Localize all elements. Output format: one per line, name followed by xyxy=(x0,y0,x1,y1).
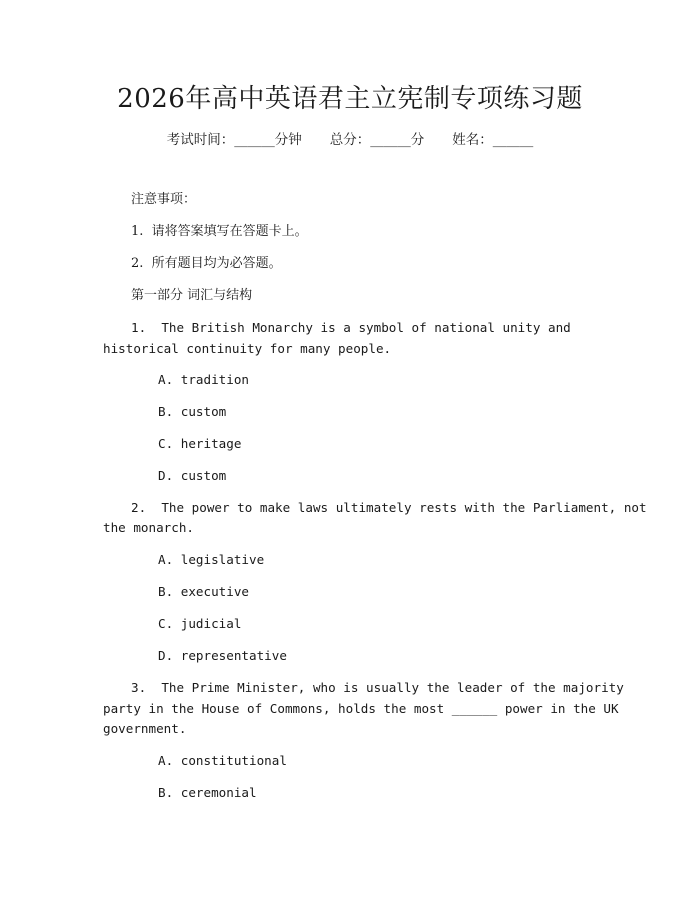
answer-option: C. heritage xyxy=(158,436,242,451)
note-item: 2. 所有题目均为必答题。 xyxy=(131,256,282,271)
answer-option: D. representative xyxy=(158,648,287,663)
answer-option: A. constitutional xyxy=(158,753,287,768)
answer-option: D. custom xyxy=(158,468,227,483)
answer-option: B. ceremonial xyxy=(158,785,257,800)
question-stem-continuation: the monarch. xyxy=(103,520,194,535)
section-title: 第一部分 词汇与结构 xyxy=(131,288,253,303)
answer-option: C. judicial xyxy=(158,616,242,631)
answer-option: B. custom xyxy=(158,404,227,419)
notes-heading: 注意事项： xyxy=(131,192,197,207)
question-stem: 2. The power to make laws ultimately rests with the Parliament, not xyxy=(131,500,647,515)
question-stem: 1. The British Monarchy is a symbol of national unity and xyxy=(131,320,571,335)
question-stem-continuation: historical continuity for many people. xyxy=(103,341,392,356)
question-stem-continuation: government. xyxy=(103,721,187,736)
note-item: 1. 请将答案填写在答题卡上。 xyxy=(131,224,308,239)
answer-option: A. tradition xyxy=(158,372,249,387)
question-stem-continuation: party in the House of Commons, holds the most ______ power in the UK xyxy=(103,701,619,716)
exam-time-field: 考试时间：______分钟 xyxy=(166,132,302,148)
total-score-field: 总分：______分 xyxy=(329,132,425,148)
student-name-field: 姓名：______ xyxy=(452,132,534,148)
exam-info-line xyxy=(0,130,700,150)
page-title: 2026年高中英语君主立宪制专项练习题 xyxy=(117,84,583,114)
answer-option: B. executive xyxy=(158,584,249,599)
question-stem: 3. The Prime Minister, who is usually the leader of the majority xyxy=(131,680,624,695)
answer-option: A. legislative xyxy=(158,552,265,567)
